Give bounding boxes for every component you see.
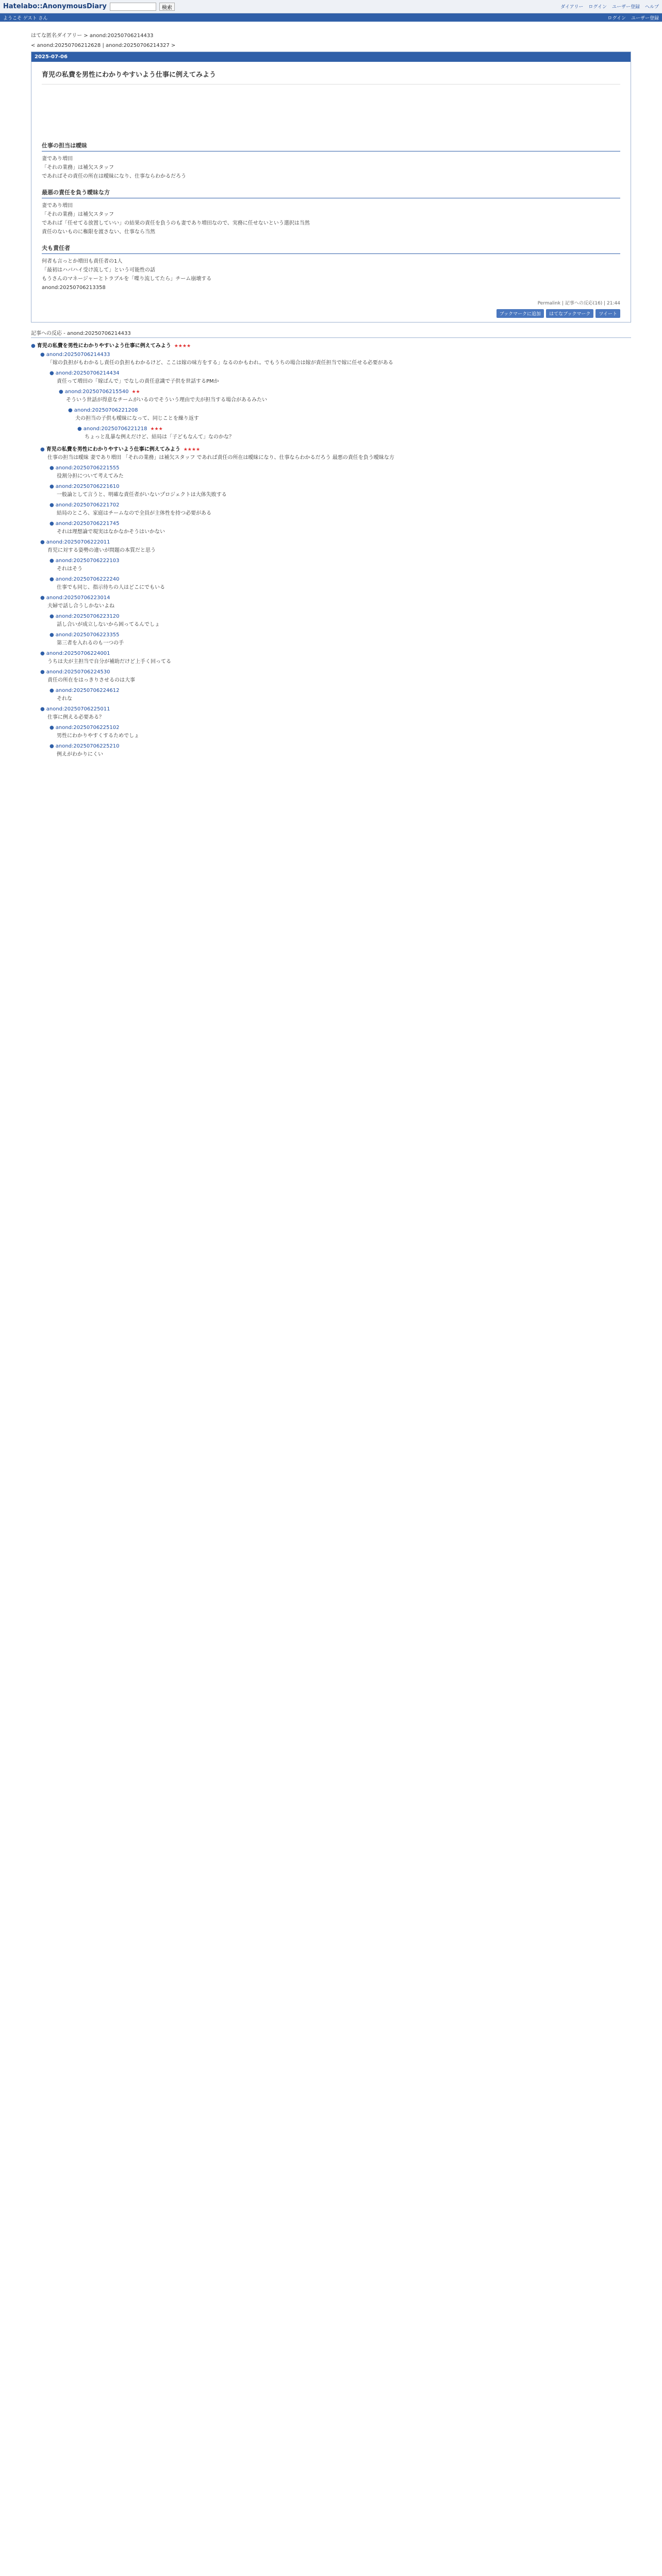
comment-id[interactable]: anond:20250706214433 <box>46 352 110 358</box>
comment-node <box>40 669 631 703</box>
bullet-icon: ● <box>68 408 73 413</box>
comment-header[interactable] <box>49 502 631 508</box>
section-line: であればその責任の所在は曖昧になり、仕事ならわかるだろう <box>42 174 186 179</box>
comment-header[interactable] <box>49 688 631 693</box>
comment-node <box>49 484 631 499</box>
entry-section <box>42 188 620 236</box>
header-link-register[interactable]: ユーザー登録 <box>611 5 640 10</box>
bullet-icon: ● <box>49 484 54 489</box>
bullet-icon: ● <box>49 725 54 731</box>
bullet-icon: ● <box>40 447 45 452</box>
bullet-icon: ● <box>49 558 54 564</box>
star-icon[interactable]: ★★★ <box>150 427 163 432</box>
bullet-icon: ● <box>40 539 45 545</box>
comment-node <box>40 595 631 648</box>
section-line: であれば「任せてる放置していい」の結果の責任を負うのも妻であり増田なので、実務に任せないという選択は当然 <box>42 221 310 226</box>
comment-id[interactable]: anond:20250706224612 <box>55 688 120 693</box>
comment-node <box>40 352 631 442</box>
bullet-icon: ● <box>49 370 54 376</box>
comment-header[interactable] <box>49 743 631 749</box>
comment-id[interactable]: anond:20250706221745 <box>55 521 120 527</box>
comment-header[interactable] <box>40 352 631 358</box>
bullet-icon: ● <box>40 651 45 656</box>
comment-header[interactable] <box>40 651 631 656</box>
comment-node <box>40 651 631 666</box>
comment-body: 結局のところ、家庭はチームなので全員が主体性を持つ必要がある <box>57 511 211 516</box>
tweet-button[interactable]: ツイート <box>595 309 620 318</box>
bullet-icon: ● <box>40 595 45 601</box>
bullet-icon: ● <box>40 706 45 712</box>
comment-node <box>49 465 631 481</box>
section-heading: 夫も責任者 <box>42 244 620 254</box>
bullet-icon: ● <box>49 502 54 508</box>
star-icon[interactable]: ★★★★ <box>183 447 201 452</box>
comment-node <box>59 389 631 442</box>
comment-header[interactable] <box>49 577 631 582</box>
sub-bar <box>0 13 662 22</box>
entry-spacer <box>42 84 620 141</box>
subbar-login-link[interactable]: ログイン <box>607 15 626 21</box>
bullet-icon: ● <box>59 389 63 395</box>
comment-body: 仕事に例える必要ある？ <box>47 715 104 720</box>
comment-header[interactable] <box>59 389 631 395</box>
star-icon[interactable]: ★★★★ <box>174 344 191 349</box>
comment-node <box>49 725 631 740</box>
search-input[interactable] <box>110 3 156 11</box>
comment-header[interactable] <box>40 445 631 452</box>
bullet-icon: ● <box>49 521 54 527</box>
share-buttons <box>42 309 620 318</box>
comment-body: 責任の所在をはっきりさせるのは大事 <box>47 677 135 683</box>
comment-children <box>77 426 631 442</box>
comment-body: そういう世話が得意なチームがいるのでそういう理由で夫が担当する場合があるみたい <box>66 397 267 403</box>
comment-node <box>31 341 631 759</box>
entry-date: 2025-07-06 <box>31 52 631 62</box>
section-line: 責任のないものに権限を渡さない、仕事なら当然 <box>42 229 155 235</box>
breadcrumb[interactable]: はてな匿名ダイアリー > anond:20250706214433 <box>31 33 154 39</box>
section-line[interactable]: anond:20250706213358 <box>42 285 106 291</box>
comment-body: 話し合いが成立しないから困ってるんでしょ <box>57 622 160 628</box>
comment-header[interactable] <box>40 706 631 712</box>
comment-id[interactable]: anond:20250706222240 <box>55 577 120 582</box>
trackback-tree <box>31 341 631 759</box>
comment-id[interactable]: anond:20250706225102 <box>55 725 120 731</box>
entry-footer[interactable]: Permalink | 記事への反応(16) | 21:44 <box>537 301 620 306</box>
section-heading: 仕事の担当は曖昧 <box>42 141 620 151</box>
bullet-icon: ● <box>49 577 54 582</box>
comment-body: それな <box>57 696 72 702</box>
comment-node <box>49 370 631 442</box>
comment-id[interactable]: anond:20250706225210 <box>55 743 120 749</box>
comment-header[interactable] <box>49 465 631 471</box>
bullet-icon: ● <box>49 465 54 471</box>
welcome-text: ようこそ ゲスト さん <box>3 15 48 21</box>
comment-children <box>49 558 631 592</box>
entry-title[interactable]: 育児の私費を男性にわかりやすいよう仕事に例えてみよう <box>42 67 620 84</box>
hatena-bookmark-button[interactable]: はてなブックマーク <box>546 309 593 318</box>
entry-nav[interactable]: < anond:20250706212628 | anond:20250706214327 > <box>31 43 176 48</box>
comment-body: うちは夫が主担当で自分が補助だけど上手く回ってる <box>47 659 171 665</box>
bookmark-add-button[interactable]: ブックマークに追加 <box>496 309 544 318</box>
comment-body: 例えがわかりにくい <box>57 752 103 757</box>
bullet-icon: ● <box>49 743 54 749</box>
comment-node <box>49 558 631 573</box>
header-links <box>560 3 659 10</box>
comment-id[interactable]: anond:20250706225011 <box>46 706 110 712</box>
comment-body: 仕事の担当は曖昧 妻であり増田 「それの業務」は補欠スタッフ であれば責任の所在は曖昧になり、仕事ならわかるだろう 最悪の責任を負う曖昧な方 <box>47 455 394 461</box>
entry <box>31 52 631 323</box>
comment-header[interactable] <box>31 341 631 349</box>
section-heading: 最悪の責任を負う曖昧な方 <box>42 188 620 198</box>
comment-header[interactable] <box>40 539 631 545</box>
section-line: 「それの業務」は補欠スタッフ <box>42 212 114 217</box>
star-icon[interactable]: ★★ <box>131 389 140 395</box>
comment-header[interactable] <box>49 725 631 731</box>
comment-header[interactable] <box>49 484 631 489</box>
comment-id[interactable]: anond:20250706214434 <box>55 370 120 376</box>
section-line: もうさんのマネージャーとトラブルを「喋り流してたら」チーム崩壊する <box>42 276 212 282</box>
comment-body: 一般論として言うと、明確な責任者がいないプロジェクトは大体失敗する <box>57 492 227 498</box>
comment-header[interactable] <box>68 408 631 413</box>
bullet-icon: ● <box>77 426 82 432</box>
comment-header[interactable] <box>77 426 631 432</box>
site-logo[interactable]: Hatelabo::AnonymousDiary <box>3 3 107 10</box>
trackback-title: 記事への反応 - anond:20250706214433 <box>31 329 631 338</box>
comment-children <box>49 465 631 536</box>
comment-body: 男性にわかりやすくするためでしょ <box>57 733 139 739</box>
comment-body: それは理想論で現実はなかなかそうはいかない <box>57 529 165 535</box>
bullet-icon: ● <box>49 688 54 693</box>
comment-body: それはそう <box>57 566 82 572</box>
comment-body: 夫婦で話し合うしかないよね <box>47 603 114 609</box>
bullet-icon: ● <box>49 614 54 619</box>
comment-header[interactable] <box>49 558 631 564</box>
comment-id[interactable]: anond:20250706224001 <box>46 651 110 656</box>
comment-children <box>40 352 631 759</box>
comment-header[interactable] <box>49 632 631 638</box>
comment-id[interactable]: anond:20250706223355 <box>55 632 120 638</box>
comment-id[interactable]: anond:20250706222103 <box>55 558 120 564</box>
comment-body: ちょっと乱暴な例えだけど、結局は「子どもなんて」なのかな？ <box>85 434 234 440</box>
comment-header[interactable] <box>49 614 631 619</box>
comment-node <box>49 688 631 703</box>
comment-id[interactable]: anond:20250706221702 <box>55 502 120 508</box>
section-line: 「それの業務」は補欠スタッフ <box>42 165 114 171</box>
comment-id[interactable]: anond:20250706222011 <box>46 539 110 545</box>
comment-node <box>40 445 631 536</box>
comment-id[interactable]: anond:20250706221208 <box>74 408 138 413</box>
comment-header[interactable] <box>49 370 631 376</box>
comment-body: 育児に対する姿勢の違いが問題の本質だと思う <box>47 548 156 553</box>
comment-node <box>49 632 631 648</box>
comment-node <box>49 614 631 629</box>
section-line: 「最初はハバハイ受け流して」という可能性の話 <box>42 267 155 273</box>
comment-children <box>59 389 631 442</box>
bullet-icon: ● <box>49 632 54 638</box>
header-link-login[interactable]: ログイン <box>588 5 607 10</box>
comment-node <box>49 521 631 536</box>
comment-children <box>49 688 631 703</box>
comment-node <box>49 743 631 759</box>
section-line: 妻であり増田 <box>42 156 73 162</box>
comment-header[interactable] <box>40 595 631 601</box>
bullet-icon: ● <box>40 352 45 358</box>
header-link-help[interactable]: ヘルプ <box>644 5 659 10</box>
section-line: 妻であり増田 <box>42 203 73 209</box>
top-bar <box>0 0 662 13</box>
entry-sections <box>42 141 620 292</box>
comment-children <box>68 408 631 442</box>
comment-id[interactable]: 育児の私費を男性にわかりやすいよう仕事に例えてみよう <box>46 447 180 452</box>
comment-header[interactable] <box>40 669 631 675</box>
bullet-icon: ● <box>31 343 36 349</box>
comment-id[interactable]: anond:20250706215540 <box>64 389 129 395</box>
comment-body: 責任って増田の「嫁ばんで」でなしの責任意識で子供を世話するPMか <box>57 379 219 384</box>
comment-children <box>49 370 631 442</box>
comment-node <box>77 426 631 442</box>
comment-id[interactable]: anond:20250706223120 <box>55 614 120 619</box>
comment-children <box>49 725 631 759</box>
comment-node <box>40 539 631 592</box>
comment-id[interactable]: anond:20250706223014 <box>46 595 110 601</box>
comment-id[interactable]: anond:20250706221555 <box>55 465 120 471</box>
main-content <box>0 22 662 764</box>
comment-id[interactable]: anond:20250706224530 <box>46 669 110 675</box>
comment-id[interactable]: anond:20250706221218 <box>83 426 147 432</box>
comment-body: 「嫁の負担がもわかるし責任の負担もわかるけど、ここは嫁の味方をする」なるのかもわれ。でもうちの場合は嫁が責任担当で嫁に任せる必要がある <box>47 360 393 366</box>
bullet-icon: ● <box>40 669 45 675</box>
comment-body: 第三者を入れるのも一つの手 <box>57 640 124 646</box>
comment-body: 役割分担について考えてみた <box>57 473 124 479</box>
comment-node <box>49 502 631 518</box>
comment-id[interactable]: 育児の私費を男性にわかりやすいよう仕事に例えてみよう <box>37 343 171 349</box>
comment-children <box>49 614 631 648</box>
entry-section <box>42 141 620 181</box>
comment-body: 仕事でも同じ、指示待ちの人はどこにでもいる <box>57 585 165 590</box>
subbar-register-link[interactable]: ユーザー登録 <box>631 15 659 21</box>
section-line: 何者も言っとか増田も責任者の1人 <box>42 259 123 264</box>
comment-node <box>40 706 631 759</box>
entry-section <box>42 244 620 292</box>
comment-id[interactable]: anond:20250706221610 <box>55 484 120 489</box>
comment-node <box>68 408 631 442</box>
comment-node <box>49 577 631 592</box>
comment-header[interactable] <box>49 521 631 527</box>
search-button[interactable]: 検索 <box>159 3 175 11</box>
header-link-diary[interactable]: ダイアリー <box>560 5 584 10</box>
comment-body: 夫の担当の子供も曖昧になって、同じことを繰り返す <box>75 416 199 421</box>
